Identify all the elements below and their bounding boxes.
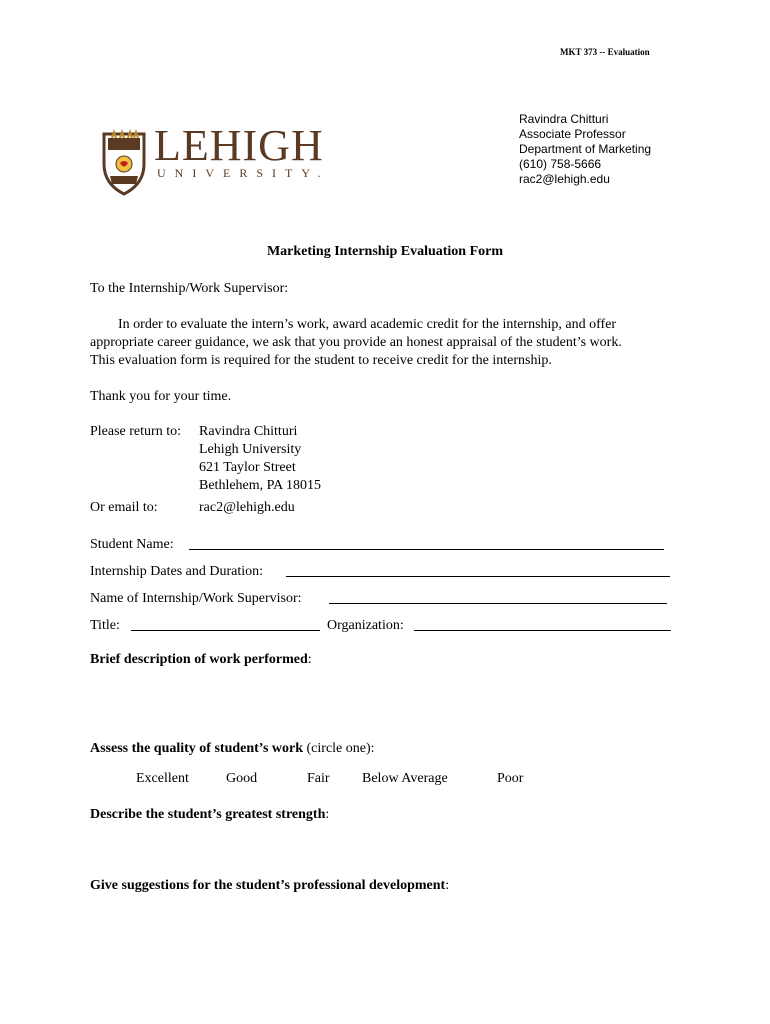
lehigh-logo	[100, 121, 340, 194]
crest-icon	[100, 128, 148, 196]
supervisor-label: Name of Internship/Work Supervisor:	[90, 591, 302, 606]
rating-below-average[interactable]: Below Average	[362, 771, 448, 786]
dates-field[interactable]	[286, 562, 670, 577]
contact-name: Ravindra Chitturi	[519, 112, 609, 126]
logo-subtitle: UNIVERSITY.	[157, 166, 330, 180]
return-name: Ravindra Chitturi	[199, 424, 298, 439]
intro-line-1: In order to evaluate the intern’s work, award academic credit for the internship, and offer	[118, 317, 617, 332]
assess-heading: Assess the quality of student’s work (circle one):	[90, 741, 375, 756]
dates-label: Internship Dates and Duration:	[90, 564, 264, 579]
return-label: Please return to:	[90, 424, 181, 439]
contact-phone: (610) 758-5666	[519, 157, 602, 171]
email-label: Or email to:	[90, 500, 158, 515]
logo-wordmark: LEHIGH	[154, 121, 324, 170]
rating-poor[interactable]: Poor	[497, 771, 524, 786]
return-city: Bethlehem, PA 18015	[199, 478, 321, 493]
contact-title: Associate Professor	[519, 127, 626, 141]
salutation: To the Internship/Work Supervisor:	[90, 281, 289, 296]
suggestions-heading: Give suggestions for the student’s professional development:	[90, 878, 450, 893]
rating-excellent[interactable]: Excellent	[136, 771, 189, 786]
rating-good[interactable]: Good	[226, 771, 258, 786]
student-name-label: Student Name:	[90, 537, 174, 552]
email-value: rac2@lehigh.edu	[199, 500, 295, 515]
intro-line-2: appropriate career guidance, we ask that you provide an honest appraisal of the student’s work.	[90, 335, 622, 350]
organization-label: Organization:	[327, 618, 404, 633]
organization-field[interactable]	[414, 616, 671, 631]
student-name-field[interactable]	[189, 535, 664, 550]
rating-fair[interactable]: Fair	[307, 771, 330, 786]
contact-email: rac2@lehigh.edu	[519, 172, 610, 186]
form-title: Marketing Internship Evaluation Form	[266, 244, 504, 259]
thanks-text: Thank you for your time.	[90, 389, 232, 404]
work-description-heading: Brief description of work performed:	[90, 652, 312, 667]
title-field[interactable]	[131, 616, 320, 631]
contact-department: Department of Marketing	[519, 142, 652, 156]
title-label: Title:	[90, 618, 120, 633]
strength-heading: Describe the student’s greatest strength:	[90, 807, 330, 822]
contact-block	[519, 112, 651, 187]
intro-line-3: This evaluation form is required for the student to receive credit for the internship.	[90, 353, 552, 368]
course-code: MKT 373 -- Evaluation	[560, 47, 650, 57]
return-org: Lehigh University	[199, 442, 302, 457]
return-street: 621 Taylor Street	[199, 460, 296, 475]
supervisor-field[interactable]	[329, 589, 667, 604]
